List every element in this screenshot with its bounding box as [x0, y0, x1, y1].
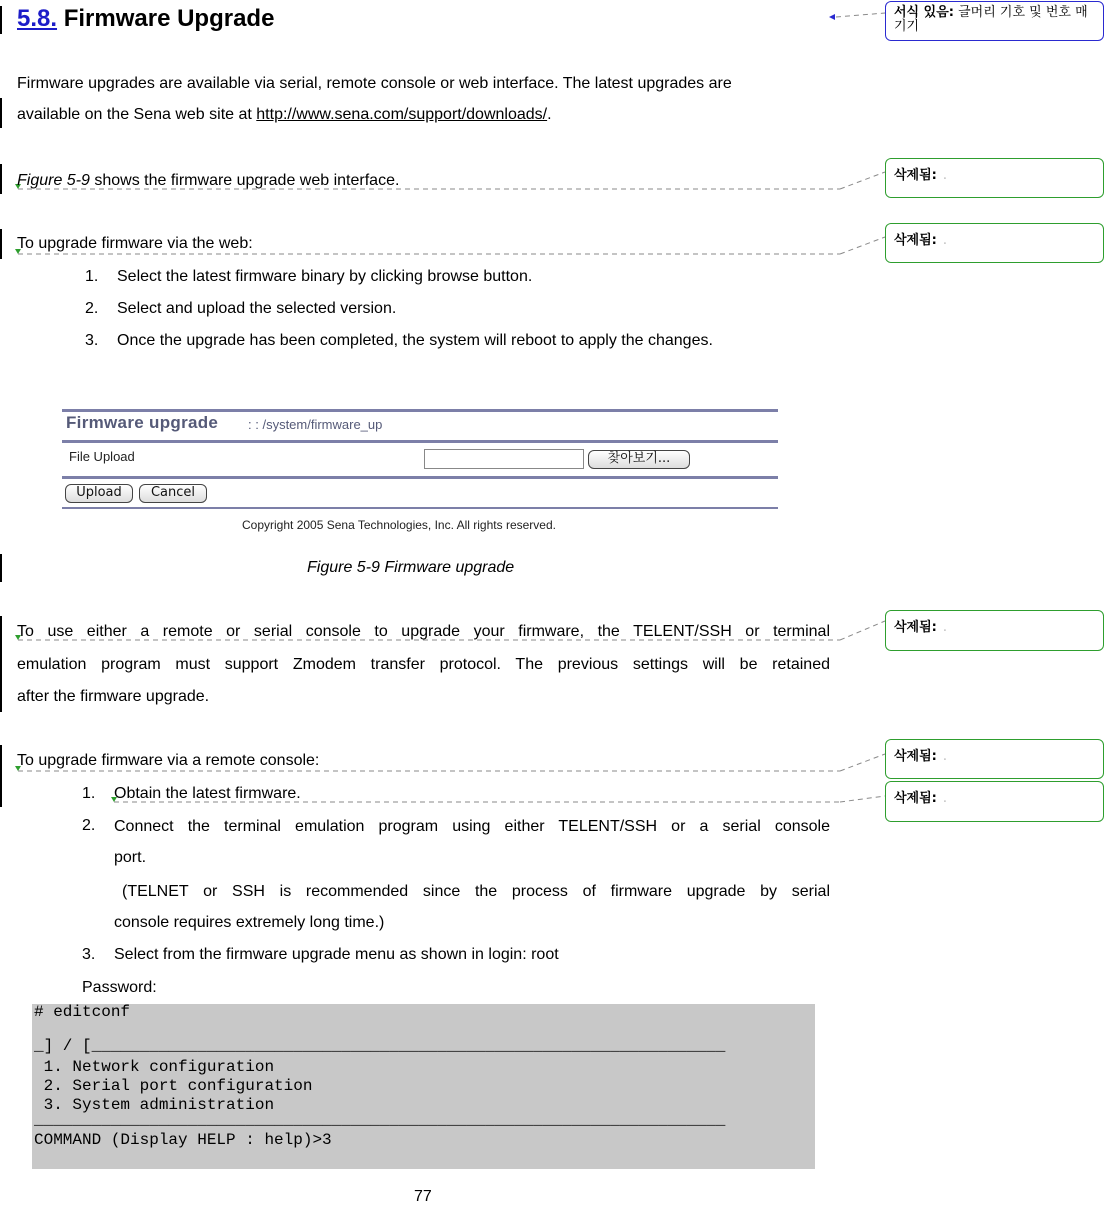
code-line: # editconf — [34, 1003, 131, 1021]
console-step-note: console requires extremely long time.) — [114, 914, 385, 931]
comment-label: 삭제됨: — [894, 233, 937, 248]
para3-line3: after the firmware upgrade. — [17, 688, 210, 705]
console-step-note: (TELNET or SSH is recommended since the process of firmware upgrade by serial — [122, 883, 830, 900]
figure-title: Firmware upgrade — [66, 413, 219, 432]
figure-rule — [62, 409, 778, 412]
para1-suffix: . — [547, 106, 552, 123]
console-step-text: Connect the terminal emulation program using either TELENT/SSH or a serial console — [114, 818, 830, 835]
comment-label: 삭제됨: — [894, 749, 937, 764]
console-step-number: 3. — [82, 946, 96, 963]
code-line: COMMAND (Display HELP : help)>3 — [34, 1131, 332, 1149]
console-output — [32, 1004, 815, 1169]
comment-formatted[interactable] — [885, 1, 1104, 41]
comment-deleted[interactable]: 삭제됨: . — [885, 610, 1104, 651]
console-intro: To upgrade firmware via a remote console: — [17, 752, 320, 769]
figure-rule — [62, 440, 778, 443]
comment-deleted[interactable]: 삭제됨: . — [885, 781, 1104, 822]
para2 — [17, 171, 399, 191]
console-step-number: 2. — [82, 817, 96, 834]
file-upload-label: File Upload — [69, 449, 135, 464]
figure-rule — [62, 476, 778, 479]
para1-line2 — [17, 105, 552, 125]
web-step-number: 2. — [85, 300, 99, 317]
web-step-text: Select and upload the selected version. — [117, 300, 397, 317]
page-number: 77 — [414, 1188, 432, 1205]
password-line: Password: — [82, 979, 157, 996]
file-path-input[interactable] — [424, 449, 584, 469]
console-step-text: port. — [114, 849, 147, 866]
comment-label: 삭제됨: — [894, 168, 937, 183]
para3-line1: To use either a remote or serial console to upgrade your firmware, the TELENT/SSH or terminal — [17, 623, 830, 640]
para1-line1: Firmware upgrades are available via serial, remote console or web interface. The latest upgrades are — [17, 75, 732, 92]
section-number: 5.8. — [17, 5, 58, 32]
browse-button[interactable]: 찾아보기... — [588, 450, 690, 469]
comment-label: 서식 있음: — [894, 5, 954, 20]
web-step-text: Once the upgrade has been completed, the system will reboot to apply the changes. — [117, 332, 713, 349]
upload-button[interactable]: Upload — [65, 484, 133, 503]
web-intro: To upgrade firmware via the web: — [17, 235, 253, 252]
web-step-number: 3. — [85, 332, 99, 349]
comment-deleted[interactable]: 삭제됨: . — [885, 223, 1104, 263]
para1-prefix: available on the Sena web site at — [17, 106, 257, 123]
web-step-number: 1. — [85, 268, 99, 285]
code-line: 2. Serial port configuration — [34, 1077, 313, 1095]
code-line: ________________________________________________________________________ — [34, 1111, 726, 1129]
comment-label: 삭제됨: — [894, 620, 937, 635]
section-title: Firmware Upgrade — [63, 5, 275, 32]
path-separator: : : — [248, 417, 263, 432]
cancel-button[interactable]: Cancel — [139, 484, 207, 503]
downloads-link[interactable]: http://www.sena.com/support/downloads/ — [256, 106, 548, 123]
web-step-text: Select the latest firmware binary by clicking browse button. — [117, 268, 533, 285]
comment-label: 삭제됨: — [894, 791, 937, 806]
comment-deleted[interactable]: 삭제됨: . — [885, 739, 1104, 779]
comment-deleted[interactable]: 삭제됨: . — [885, 158, 1104, 198]
code-line: _] / [__________________________________________________________________ — [34, 1037, 726, 1055]
firmware-upgrade-figure — [62, 403, 782, 541]
code-line: 3. System administration — [34, 1096, 275, 1114]
figure-copyright: Copyright 2005 Sena Technologies, Inc. All rights reserved. — [242, 518, 556, 532]
path-text: /system/firmware_up — [262, 417, 383, 432]
figure-rule — [62, 507, 778, 509]
console-step-number: 1. — [82, 785, 96, 802]
code-line: 1. Network configuration — [34, 1058, 275, 1076]
console-step-text: Obtain the latest firmware. — [114, 785, 301, 802]
section-heading — [17, 4, 274, 34]
figure-reference: Figure 5-9 — [17, 172, 90, 189]
console-step-text: Select from the firmware upgrade menu as shown in login: root — [114, 946, 559, 963]
figure-caption: Figure 5-9 Firmware upgrade — [307, 559, 515, 576]
para3-line2: emulation program must support Zmodem transfer protocol. The previous settings will be retained — [17, 656, 830, 673]
figure-path — [248, 417, 382, 432]
para2-text: shows the firmware upgrade web interface. — [89, 172, 400, 189]
comment-text: 글머리 기호 및 번호 매기기 — [894, 5, 1088, 34]
